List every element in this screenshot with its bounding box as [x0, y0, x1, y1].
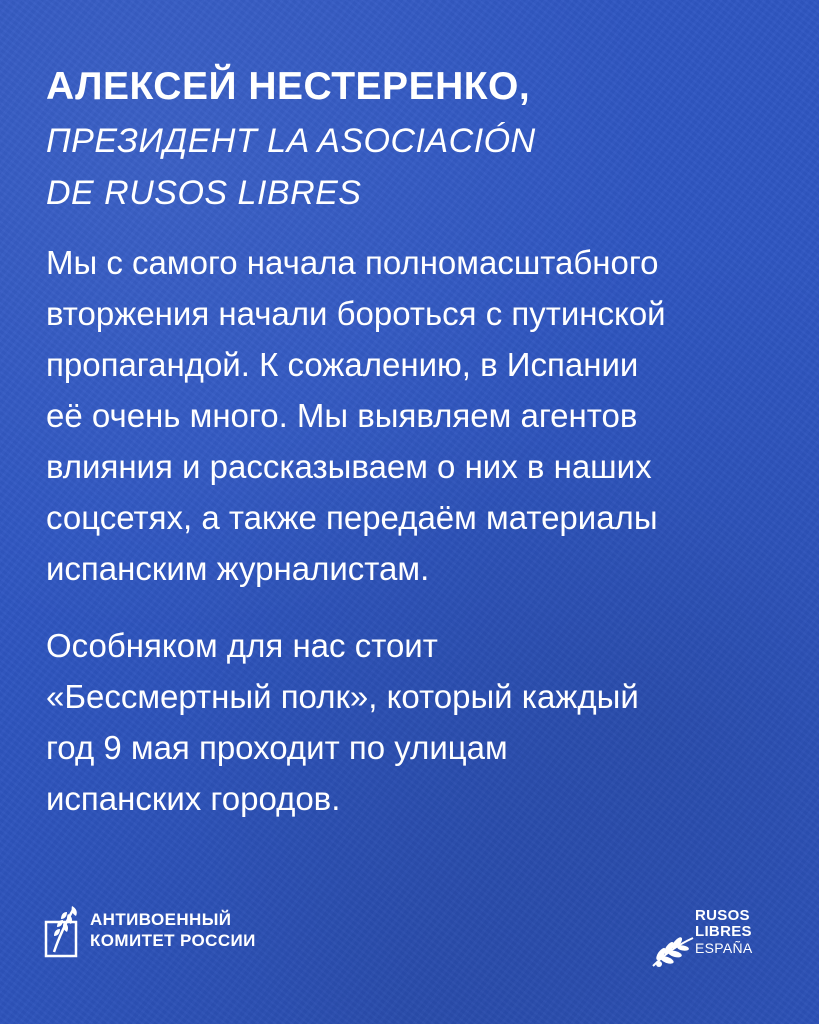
logo-line: КОМИТЕТ РОССИИ: [90, 931, 256, 950]
quote-line: пропагандой. К сожалению, в Испании: [46, 346, 639, 383]
quote-line: влияния и рассказываем о них в наших: [46, 448, 652, 485]
speaker-role-line: ПРЕЗИДЕНТ LA ASOCIACIÓN: [46, 122, 536, 160]
quote-line: Мы с самого начала полномасштабного: [46, 244, 659, 281]
quote-line: испанских городов.: [46, 780, 341, 817]
rusos-libres-text: [695, 908, 753, 956]
logo-line: LIBRES: [695, 923, 752, 940]
quote-line: испанским журналистам.: [46, 550, 430, 587]
wheat-frame-icon: [44, 902, 82, 958]
logo-line: RUSOS: [695, 907, 750, 924]
quote-line: Особняком для нас стоит: [46, 627, 438, 664]
olive-branch-icon: [649, 920, 695, 970]
quote-line: соцсетях, а также передаём материалы: [46, 499, 658, 536]
antiwar-committee-logo: [44, 902, 256, 958]
speaker-role: [46, 115, 766, 219]
quote-line: «Бессмертный полк», который каждый: [46, 678, 639, 715]
quote-paragraph-1: [46, 237, 786, 594]
speaker-name: АЛЕКСЕЙ НЕСТЕРЕНКО,: [46, 65, 531, 108]
quote-line: год 9 мая проходит по улицам: [46, 729, 508, 766]
antiwar-committee-text: [90, 909, 256, 951]
rusos-libres-logo: [649, 908, 769, 972]
quote-paragraph-2: [46, 620, 786, 824]
logo-line: АНТИВОЕННЫЙ: [90, 910, 232, 929]
speaker-role-line: DE RUSOS LIBRES: [46, 174, 362, 212]
quote-line: её очень много. Мы выявляем агентов: [46, 397, 638, 434]
logo-line: ESPAÑA: [695, 940, 753, 956]
quote-line: вторжения начали бороться с путинской: [46, 295, 666, 332]
